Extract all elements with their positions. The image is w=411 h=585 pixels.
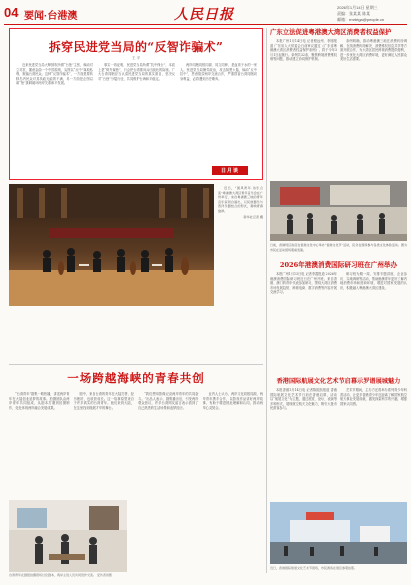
hk-culture-photo-illustration [270,181,407,241]
caption-text [270,243,407,257]
airshow-photo-caption [270,566,407,570]
feature-byline: 王 平 [131,56,141,60]
article-headline: 广东立法促进粤港澳大湾区消费者权益保护 [270,28,392,36]
article-paragraph: 本报香港1月14日电 记者陈振凯报道 香港国际航展文化艺术节日前在香港启幕，活动以“航展文化”为主题，通过展览、论坛、表演等多种形式，展现航空航天文化魅力，吸引大批市民游客参与。 [270,388,337,411]
column-badge: 日月谈 [212,166,248,175]
section-divider [9,364,263,365]
masthead [4,3,407,25]
caption-text: 近日，香港国际航展文化艺术节现场，市民游客在展区参观拍照。 [270,566,358,570]
article-greater-bay-consumer [270,28,407,179]
concert-photo-caption [218,186,263,286]
feature-paragraph: 两岸同胞同根同源、同文同种，是血浓于水的一家人。民进党当局操弄政治，攻击抹黑大陆，煽动“反中抗中”，恶意阻挠两岸交流合作，严重损害台湾同胞切身利益，必将遭到历史唾弃。 [180,63,257,81]
caption-paragraph: 日前，香港特区政府在香港文化中心举办“香港文化节”活动，民众在现场参与各类文化体验活动。图为市民在活动现场观看表演。 [270,243,407,252]
article-column [270,388,337,506]
feature-column-2 [98,63,175,175]
article-paragraph: 业内人士认为，两岸文化同根同源，两岸青年携手合作，以影视作品讲好两岸故事，有助于增进彼此理解和认同，推动两岸心灵契合。 [202,392,263,410]
article-column [270,39,337,179]
article-paragraph: 条例明确，推动粤港澳三地在消费纠纷调解、在线消费纠纷解决、消费维权信息共享等方面开展合作，为大湾区居民跨境消费提供便利，进一步优化大湾区消费环境，更好满足人民群众美好生活需要。 [340,39,407,62]
article-column [9,392,70,510]
caption-text [218,186,263,286]
masthead-editors: 责编：张某某 陈某 [337,11,371,16]
airshow-photo-illustration [270,502,407,564]
column-divider [266,28,267,573]
article-column [74,392,135,510]
film-set-photo [9,500,127,572]
featured-commentary [9,28,263,180]
article-column [340,388,407,506]
article-headline: 2026年港澳消费国际研习班在广州举办 [279,261,398,269]
section-title: 要闻·台港澳 [24,11,78,22]
article-paragraph: “台湾青年”剧集一路热播，讲述两岸青年在大陆创业追梦的故事。拍摄团队由两岸青年共同组成，从剧本打磨到拍摄制作，处处体现两岸融合发展成果。 [9,392,70,410]
caption-paragraph: 近日，“国风青年·诗乐合流”粤港澳大湾区青年音乐会在广州举行，来自粤港澳三地的青年音乐家同台演出，以民族器乐与西洋乐器结合的形式，奏响青春旋律。 [218,186,263,213]
masthead-date: 2026年1月14日 星期三 [337,5,378,10]
article-column [138,392,199,510]
airshow-photo [270,502,407,564]
article-headline: 一场跨越海峡的青春共创 [67,371,205,385]
article-column [340,39,407,179]
article-paragraph: 研习班为期一周，安排专题讲座、企业参访、实地调研等活动，帮助港澳青年更好了解内地消费市场和营商环境，增进对国家发展的认识，积极融入粤港澳大湾区建设。 [340,272,407,290]
photo-credit: 受访者供图 [96,573,112,577]
article-youth-cocreation [9,370,263,510]
concert-photo-illustration [9,184,214,306]
article-column [270,272,337,378]
caption-text: 台湾青年在剧组拍摄现场讨论剧本，两岸主创人员共同创作交流。 [9,573,97,577]
feature-column-1 [16,63,93,175]
feature-body [16,63,257,175]
film-set-photo-caption [9,573,184,577]
article-headline: 香港国际航展文化艺术节启幕示罗谱展城魅力 [276,378,401,385]
article-paragraph: “我们想用影像记录两岸青年的共同奋斗。”出品人表示，剧集播出后，引发两岸观众热议，许多台湾网友留言表示看到了自己熟悉的生活场景和追梦经历。 [138,392,199,410]
page-number: 04 [4,5,19,20]
hk-culture-photo-caption [270,243,407,257]
article-hk-airshow [270,377,407,506]
article-paragraph: 本报广州1月14日电 记者程远州、李刚报道 广东省人大常委会日前审议通过《广东省粤港澳大湾区消费者权益保护条例》，将于今年3月1日起施行。条例共32条，聚焦跨境消费维权难等问题，推动建立协同保护机制。 [270,39,337,62]
feature-paragraph: 事实一再证明，民进党当局所谓“抗中保台”，本质上是“倚外谋独”，只会把台湾推向兵凶战危的险境。广大台湾同胞应当认清民进党当局的真实面目，坚决反对“台独”分裂行径，共同维护台海和平稳定。 [98,63,175,81]
feature-headline: 拆穿民进党当局的“反智诈骗术” [48,40,224,54]
article-consumer-workshop [270,261,407,378]
film-set-photo-illustration [9,500,127,572]
article-column [203,392,264,510]
photo-credit: 新华社记者 摄 [243,214,263,219]
masthead-meta [337,5,407,23]
article-column [340,272,407,378]
hk-culture-photo [270,181,407,241]
concert-photo [9,184,214,306]
feature-column-3 [180,63,257,175]
newspaper-logo: 人民日报 [174,7,234,23]
article-paragraph: 本报广州1月13日电 记者李霞报道 2026年港澳消费国际研习班近日在广州开班。来自香港、澳门的青年代表参加研习，围绕大湾区消费市场发展趋势、跨境电商、数字消费等内容开展交流学习。 [270,272,337,295]
feature-paragraph: 近来民进党当局大肆鼓吹所谓“台独”主张，煽动对立对抗，蓄意歪曲一个中国原则，妄图以“反中”谋取私利，欺骗台湾民众。这种“反智诈骗术”，一方面是要转移岛内民众对其执政无能的不满，另一方面是企图以谋“独”挑衅破坏两岸关系和平发展。 [16,63,93,86]
article-paragraph: 艺术节期间，主办方还将举办系列青少年科普活动，让更多香港青少年近距离了解国家航空航天事业发展成就，激发探索科学的兴趣，增强国家认同感。 [340,388,407,406]
article-paragraph: 剧中，来自台湾的青年在大陆打拼，经历挫折，也收获成长。这一故事原型来自于许多真实的台湾青年。他们来到大陆，在这里找到施展才华的舞台。 [73,392,134,410]
masthead-email: 邮箱：rmrbtga@people.cn [337,17,385,22]
